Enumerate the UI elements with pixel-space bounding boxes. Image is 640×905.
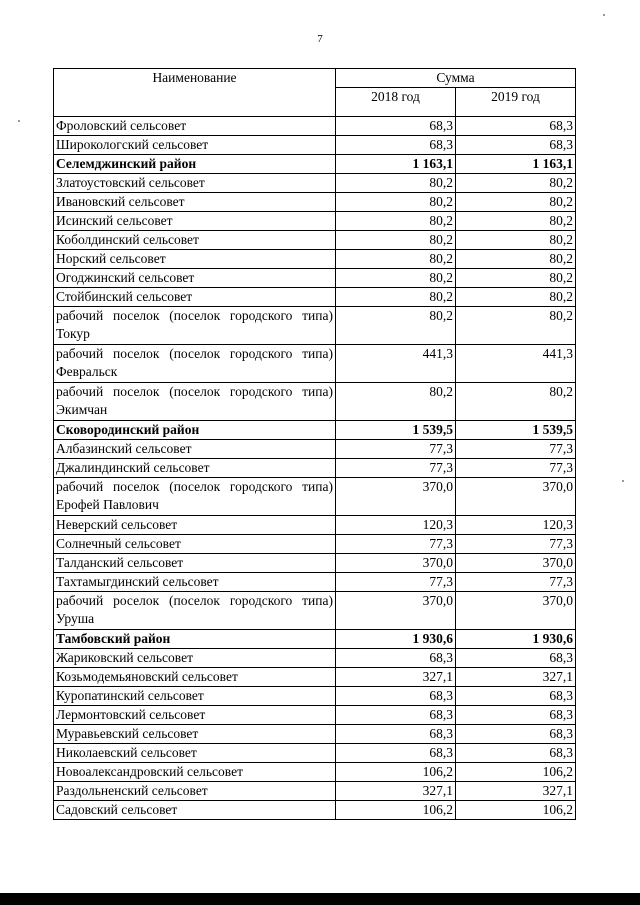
row-name: Коболдинский сельсовет (54, 231, 336, 250)
row-value-2019: 106,2 (456, 763, 576, 782)
page-number: 7 (317, 33, 323, 45)
row-value-2018: 68,3 (336, 649, 456, 668)
row-value-2018: 68,3 (336, 136, 456, 155)
row-name: Ивановский сельсовет (54, 193, 336, 212)
scan-speck (18, 120, 20, 122)
row-value-2019: 77,3 (456, 440, 576, 459)
district-total-2019: 1 539,5 (456, 421, 576, 440)
row-name: Николаевский сельсовет (54, 744, 336, 763)
row-value-2019: 68,3 (456, 725, 576, 744)
row-value-2019: 77,3 (456, 573, 576, 592)
scan-speck (622, 480, 624, 482)
row-value-2019: 80,2 (456, 231, 576, 250)
row-value-2018: 77,3 (336, 459, 456, 478)
row-name: Джалиндинский сельсовет (54, 459, 336, 478)
row-value-2018: 80,2 (336, 307, 456, 345)
row-value-2018: 80,2 (336, 383, 456, 421)
row-value-2018: 80,2 (336, 250, 456, 269)
row-value-2018: 370,0 (336, 478, 456, 516)
row-value-2019: 68,3 (456, 687, 576, 706)
row-value-2018: 370,0 (336, 554, 456, 573)
row-value-2018: 68,3 (336, 706, 456, 725)
row-name: Козьмодемьяновский сельсовет (54, 668, 336, 687)
row-name: Садовский сельсовет (54, 801, 336, 820)
row-value-2019: 80,2 (456, 307, 576, 345)
row-value-2019: 68,3 (456, 117, 576, 136)
row-value-2018: 120,3 (336, 516, 456, 535)
row-value-2018: 77,3 (336, 440, 456, 459)
row-value-2019: 327,1 (456, 668, 576, 687)
row-value-2018: 68,3 (336, 117, 456, 136)
row-value-2019: 370,0 (456, 554, 576, 573)
scan-speck (603, 14, 605, 16)
row-value-2019: 80,2 (456, 383, 576, 421)
row-name: рабочий поселок (поселок городского типа) Февральск (54, 345, 336, 383)
row-name: Лермонтовский сельсовет (54, 706, 336, 725)
district-name: Сковородинский район (54, 421, 336, 440)
district-total-2018: 1 163,1 (336, 155, 456, 174)
district-total-2019: 1 163,1 (456, 155, 576, 174)
row-value-2019: 77,3 (456, 535, 576, 554)
table-body (54, 117, 576, 820)
row-value-2018: 106,2 (336, 801, 456, 820)
row-value-2018: 441,3 (336, 345, 456, 383)
row-name: Жариковский сельсовет (54, 649, 336, 668)
row-value-2018: 68,3 (336, 744, 456, 763)
column-header-name: Наименование (54, 69, 336, 117)
row-value-2019: 80,2 (456, 250, 576, 269)
district-name: Селемджинский район (54, 155, 336, 174)
column-header-2018: 2018 год (336, 88, 456, 117)
row-name: Стойбинский сельсовет (54, 288, 336, 307)
row-value-2018: 327,1 (336, 782, 456, 801)
row-value-2019: 68,3 (456, 744, 576, 763)
row-value-2018: 80,2 (336, 288, 456, 307)
row-value-2018: 327,1 (336, 668, 456, 687)
row-name: рабочий роселок (поселок городского типа) Уруша (54, 592, 336, 630)
row-value-2019: 80,2 (456, 193, 576, 212)
row-name: рабочий поселок (поселок городского типа) Токур (54, 307, 336, 345)
row-name: Солнечный сельсовет (54, 535, 336, 554)
row-value-2018: 370,0 (336, 592, 456, 630)
row-value-2019: 77,3 (456, 459, 576, 478)
row-value-2018: 68,3 (336, 725, 456, 744)
row-value-2019: 106,2 (456, 801, 576, 820)
row-value-2018: 80,2 (336, 174, 456, 193)
row-name: Албазинский сельсовет (54, 440, 336, 459)
row-name: Огоджинский сельсовет (54, 269, 336, 288)
row-value-2019: 68,3 (456, 706, 576, 725)
row-name: Раздольненский сельсовет (54, 782, 336, 801)
row-name: Талданский сельсовет (54, 554, 336, 573)
row-value-2018: 80,2 (336, 212, 456, 231)
row-value-2019: 68,3 (456, 136, 576, 155)
row-value-2018: 80,2 (336, 193, 456, 212)
row-value-2018: 77,3 (336, 573, 456, 592)
row-name: рабочий поселок (поселок городского типа) Ерофей Павлович (54, 478, 336, 516)
row-value-2019: 80,2 (456, 174, 576, 193)
row-name: Новоалександровский сельсовет (54, 763, 336, 782)
row-name: Тахтамыгдинский сельсовет (54, 573, 336, 592)
row-value-2019: 370,0 (456, 478, 576, 516)
row-value-2018: 106,2 (336, 763, 456, 782)
row-value-2018: 80,2 (336, 269, 456, 288)
scan-edge-bar (0, 893, 640, 905)
row-value-2019: 80,2 (456, 288, 576, 307)
column-header-sum: Сумма (336, 69, 576, 88)
row-name: Златоустовский сельсовет (54, 174, 336, 193)
row-value-2018: 80,2 (336, 231, 456, 250)
district-total-2018: 1 930,6 (336, 630, 456, 649)
row-value-2019: 80,2 (456, 212, 576, 231)
row-name: Исинский сельсовет (54, 212, 336, 231)
row-value-2019: 68,3 (456, 649, 576, 668)
row-value-2019: 327,1 (456, 782, 576, 801)
row-name: Муравьевский сельсовет (54, 725, 336, 744)
row-name: Неверский сельсовет (54, 516, 336, 535)
row-value-2018: 77,3 (336, 535, 456, 554)
row-name: Фроловский сельсовет (54, 117, 336, 136)
column-header-2019: 2019 год (456, 88, 576, 117)
row-value-2019: 120,3 (456, 516, 576, 535)
row-name: Куропатинский сельсовет (54, 687, 336, 706)
row-name: Широкологский сельсовет (54, 136, 336, 155)
district-total-2018: 1 539,5 (336, 421, 456, 440)
row-value-2019: 441,3 (456, 345, 576, 383)
row-name: Норский сельсовет (54, 250, 336, 269)
row-value-2019: 370,0 (456, 592, 576, 630)
budget-table (53, 68, 576, 820)
district-total-2019: 1 930,6 (456, 630, 576, 649)
row-name: рабочий поселок (поселок городского типа) Экимчан (54, 383, 336, 421)
district-name: Тамбовский район (54, 630, 336, 649)
row-value-2019: 80,2 (456, 269, 576, 288)
row-value-2018: 68,3 (336, 687, 456, 706)
